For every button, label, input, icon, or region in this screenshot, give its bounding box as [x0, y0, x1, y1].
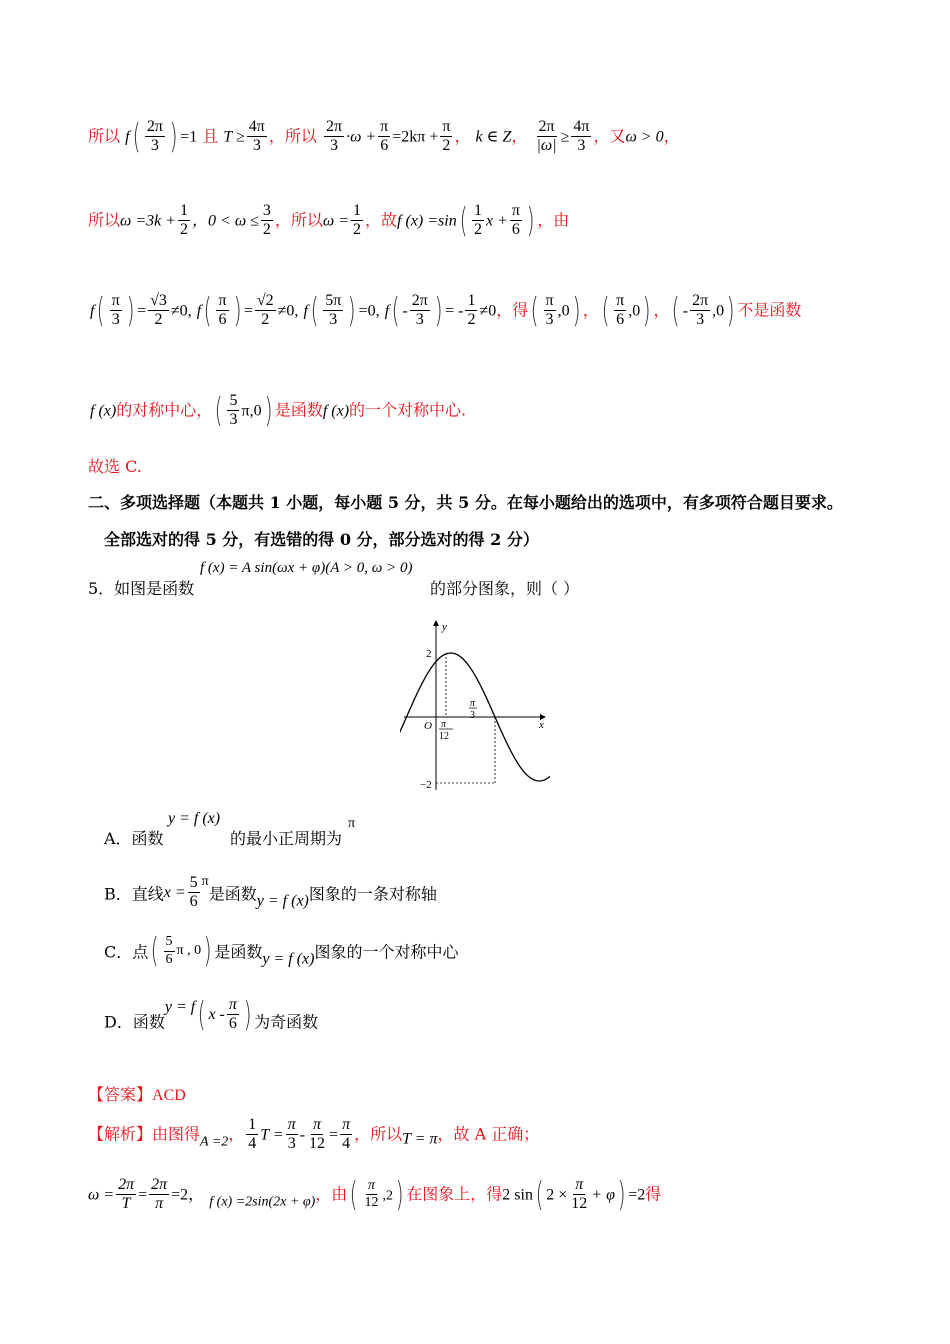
sep: ， — [653, 300, 670, 320]
section-heading-2: 全部选对的得 5 分，有选错的得 0 分，部分选对的得 2 分） — [104, 530, 539, 549]
option-d-xminus: x - — [208, 1005, 225, 1023]
frac-2pi-abs-omega — [535, 118, 559, 156]
option-b-text2: 图象的一条对称轴 — [308, 884, 437, 904]
frac-1-2 — [465, 292, 477, 330]
text-you: ，由 — [537, 210, 570, 230]
analysis-tag: 【解析】 — [88, 1124, 153, 1144]
solution-line-5: 故选 C. — [88, 457, 142, 476]
option-d-formula: y = f — [164, 998, 196, 1016]
frac-pi-12 — [363, 1178, 381, 1211]
frac-den: 3 — [287, 1135, 296, 1153]
frac-den: 12 — [571, 1195, 588, 1213]
paren-right: ) — [726, 290, 735, 331]
y-axis-arrow — [433, 620, 439, 626]
question-5-formula: f (x) = A sin(ωx + φ)(A > 0, ω > 0) — [200, 560, 413, 576]
y-max-label: 2 — [426, 648, 432, 660]
pi-over-12-den: 12 — [439, 731, 449, 742]
omega-range: ，0 < ω ≤ — [192, 212, 259, 230]
minus: - — [682, 302, 689, 320]
minus-half: = - — [445, 302, 464, 320]
frac-num: π — [544, 292, 556, 311]
frac-den: 3 — [252, 137, 261, 155]
frac-den: 3 — [229, 411, 238, 429]
answer-value: ACD — [152, 1087, 186, 1104]
frac-1-4 — [246, 1116, 258, 1154]
t-eq: T = — [260, 1126, 284, 1144]
frac-den: 4 — [248, 1135, 257, 1153]
frac-den: T — [121, 1195, 131, 1213]
f-symbol: f — [90, 302, 95, 320]
paren-left: ( — [530, 290, 539, 331]
frac-num: π — [286, 1116, 298, 1135]
frac-num: π — [573, 1176, 585, 1195]
frac-num: π — [366, 1178, 377, 1195]
frac-den: 6 — [189, 893, 198, 911]
f-symbol: f — [303, 302, 308, 320]
paren-right: ) — [203, 931, 212, 971]
paren-left: ( — [535, 1174, 544, 1215]
frac-2pi-pi — [149, 1176, 169, 1214]
x-axis-label: x — [539, 719, 544, 731]
comma-zero: ,0 — [628, 302, 641, 320]
frac-den: 3 — [577, 137, 586, 155]
omega-eq: ω = — [88, 1186, 115, 1204]
frac-pi-3 — [286, 1116, 298, 1154]
pi-zero: π,0 — [241, 402, 262, 420]
f-def: f (x) =sin — [397, 212, 457, 230]
question-5-prefix: 5．如图是函数 — [88, 579, 195, 598]
option-d-label: D．函数 — [104, 1012, 165, 1032]
frac-num: 2π — [410, 292, 430, 311]
frac-den: 3 — [329, 311, 338, 329]
text-suoyi: 所以 — [88, 126, 121, 146]
comma-zero: ,0 — [712, 302, 725, 320]
text-suoyi: 所以 — [88, 210, 121, 230]
section-heading: 二、多项选择题（本题共 1 小题，每小题 5 分，共 5 分。在每小题给出的选项中，有多项符合题目要求。 — [88, 493, 843, 512]
frac-num: √2 — [255, 292, 276, 311]
frac-den: 6 — [228, 1015, 237, 1033]
fx: f (x) — [90, 402, 117, 420]
paren-right: ) — [395, 1174, 404, 1215]
option-a-label: A．函数 — [104, 829, 164, 848]
frac-num: 5 — [188, 874, 200, 893]
comma: ， — [228, 1124, 245, 1144]
paren-left: ( — [197, 994, 206, 1035]
t-pi: T = π — [402, 1130, 438, 1148]
minus: - — [402, 302, 408, 320]
pi-over-3-num: π — [470, 698, 476, 709]
function-graph — [400, 618, 550, 798]
omega-eq2: ω = — [322, 212, 350, 230]
paren-left: ( — [132, 116, 141, 157]
minus: - — [299, 1126, 306, 1144]
text-is-func: 是函数 — [274, 400, 323, 420]
eq: = — [329, 1126, 339, 1144]
frac-den: 3 — [696, 311, 705, 329]
frac-num: 1 — [465, 292, 477, 311]
frac-pi-2 — [440, 118, 452, 156]
frac-den: π — [155, 1195, 164, 1213]
frac-pi-6 — [227, 996, 239, 1034]
question-5-suffix: 的部分图象，则（ ） — [430, 579, 580, 598]
frac-2pi-3b — [690, 292, 710, 330]
answer-tag: 【答案】 — [88, 1085, 153, 1104]
frac-pi-6b — [614, 292, 626, 330]
option-c-formula: y = f (x) — [262, 950, 315, 968]
frac-1-2 — [178, 202, 190, 240]
frac-5pi-3 — [323, 292, 343, 330]
frac-num: 3 — [261, 202, 273, 221]
frac-den: 6 — [511, 221, 520, 239]
option-b-label: B．直线 — [104, 884, 164, 904]
frac-2pi-3b — [324, 118, 344, 156]
frac-den: 12 — [309, 1135, 326, 1153]
frac-pi-6 — [510, 202, 522, 240]
frac-den: 3 — [111, 311, 120, 329]
option-a-formula: y = f (x) — [168, 810, 221, 827]
option-b-xeq: x = — [163, 883, 186, 901]
paren-right: ) — [642, 290, 651, 331]
a-eq: A =2 — [200, 1134, 229, 1150]
y-min-label: −2 — [420, 779, 432, 791]
frac-pi-3b — [544, 292, 556, 330]
frac-num: 1 — [246, 1116, 258, 1135]
eq-one: =1 — [180, 128, 198, 146]
eq: = — [137, 302, 147, 320]
fx: f (x) — [322, 402, 350, 420]
paren-left: ( — [459, 200, 468, 241]
paren-right: ) — [526, 200, 535, 241]
comma: ， — [511, 126, 528, 146]
frac-den: 3 — [415, 311, 424, 329]
paren-left: ( — [203, 290, 212, 331]
frac-den: 6 — [218, 311, 227, 329]
frac-4pi-3 — [247, 118, 267, 156]
frac-den: 2 — [262, 221, 271, 239]
frac-num: π — [510, 202, 522, 221]
option-b-pi: π — [201, 874, 209, 889]
eq0: =0, — [358, 302, 380, 320]
frac-den: 2 — [442, 137, 451, 155]
frac-num: 1 — [472, 202, 484, 221]
omega-eq: ω =3k + — [120, 212, 177, 230]
eq2: =2， — [171, 1186, 205, 1204]
frac-num: 2π — [149, 1176, 169, 1195]
option-c-pi-zero: π , 0 — [176, 943, 202, 958]
f-symbol: f — [125, 128, 130, 146]
geq: ≥ — [560, 128, 570, 146]
paren-right: ) — [169, 116, 178, 157]
option-d[interactable] — [104, 996, 318, 1034]
frac-den: 2 — [353, 221, 362, 239]
text-not-func: 不是函数 — [737, 300, 802, 320]
paren-left: ( — [391, 290, 400, 331]
frac-den: 12 — [364, 1195, 379, 1211]
T-geq: T ≥ — [223, 128, 245, 146]
frac-num: 5 — [164, 934, 175, 951]
text-sep1: ，所以 — [268, 126, 317, 146]
paren-left: ( — [672, 290, 681, 331]
frac-num: π — [378, 118, 390, 137]
frac-pi-4 — [340, 1116, 352, 1154]
two-sin: 2 sin — [502, 1186, 533, 1204]
frac-1-2b — [351, 202, 363, 240]
pi-over-12-num: π — [441, 719, 447, 730]
frac-den: 6 — [616, 311, 625, 329]
frac-num: π — [340, 1116, 352, 1135]
paren-right: ) — [243, 994, 252, 1035]
frac-den: 2 — [261, 311, 270, 329]
frac-den: 3 — [545, 311, 554, 329]
two-times: 2 × — [546, 1186, 568, 1204]
plus-phi: + φ — [591, 1186, 615, 1204]
frac-den: 2 — [154, 311, 163, 329]
analysis-text1: 由图得 — [152, 1124, 201, 1144]
frac-sqrt3-2 — [148, 292, 169, 330]
frac-num: π — [216, 292, 228, 311]
frac-num: 2π — [690, 292, 710, 311]
analysis-line-2: ω = $\frac{2\pi}{T}$ = $\frac{2\pi}{\pi}$ =2， f (x) =2sin(2x + φ)，由( $\frac{\pi}{12}$ ,2) 在图象上，得2 sin( 2 × $\frac{\pi}{12}$ + φ) =2得 — [88, 1174, 662, 1215]
frac-num: 5π — [323, 292, 343, 311]
frac-pi-3 — [110, 292, 122, 330]
option-c[interactable] — [104, 931, 459, 971]
frac-num: √3 — [148, 292, 169, 311]
option-b[interactable] — [104, 874, 437, 912]
paren-left: ( — [349, 1174, 358, 1215]
sep: ， — [582, 300, 599, 320]
text-center: 的对称中心， — [116, 400, 213, 420]
frac-den: 4 — [342, 1135, 351, 1153]
comma-zero: ,0 — [557, 302, 570, 320]
frac-den: 6 — [380, 137, 389, 155]
frac-pi-6 — [216, 292, 228, 330]
frac-den: |ω| — [536, 137, 557, 155]
solution-line-3 — [90, 292, 801, 330]
option-a-text: 的最小正周期为 — [230, 829, 343, 848]
frac-num: 4π — [247, 118, 267, 137]
frac-2pi-T — [116, 1176, 136, 1214]
point-two: ,2 — [382, 1188, 394, 1204]
option-c-label: C．点 — [104, 942, 149, 962]
frac-num: π — [440, 118, 452, 137]
frac-num: 5 — [227, 392, 239, 411]
text-one-center: 的一个对称中心. — [349, 400, 467, 420]
frac-2pi-3 — [410, 292, 430, 330]
frac-num: π — [311, 1116, 323, 1135]
pi-over-3-den: 3 — [470, 710, 475, 721]
y-axis-label: y — [442, 621, 447, 633]
frac-num: 2π — [116, 1176, 136, 1195]
text-you: ，又 — [593, 126, 626, 146]
comma: ， — [454, 126, 471, 146]
frac-num: π — [110, 292, 122, 311]
neq0-end: ≠0 — [479, 302, 497, 320]
frac-den: 2 — [467, 311, 476, 329]
text-de: ，得 — [496, 300, 529, 320]
frac-num: π — [614, 292, 626, 311]
eq: = — [243, 302, 253, 320]
f-formula: f (x) =2sin(2x + φ) — [209, 1194, 316, 1210]
solution-line-4 — [90, 392, 466, 430]
analysis-text2: ，所以 — [354, 1124, 403, 1144]
frac-pi-6 — [378, 118, 390, 156]
analysis-text4: ，由 — [315, 1184, 348, 1204]
neq0: ≠0, — [170, 302, 192, 320]
frac-5-3 — [227, 392, 239, 430]
analysis-text3: ，故 A 正确； — [437, 1124, 540, 1144]
analysis-line-1 — [88, 1116, 539, 1154]
frac-den: 2 — [473, 221, 482, 239]
frac-num: 2π — [324, 118, 344, 137]
solution-line-2 — [88, 202, 569, 240]
paren-left: ( — [150, 931, 159, 971]
analysis-text6: 得 — [645, 1184, 662, 1204]
paren-left: ( — [97, 290, 106, 331]
k-in-z: k ∈ Z — [475, 128, 512, 146]
option-c-text: 是函数 — [214, 942, 263, 962]
frac-num: π — [227, 996, 239, 1015]
text-suoyi2: ，所以 — [274, 210, 323, 230]
frac-1-2c — [472, 202, 484, 240]
omega-pos: ω > 0 — [625, 128, 664, 146]
paren-right: ) — [264, 390, 273, 431]
frac-den: 3 — [330, 137, 339, 155]
frac-5-6 — [188, 874, 200, 912]
eq-2kpi: =2kπ + — [392, 128, 439, 146]
paren-right: ) — [347, 290, 356, 331]
paren-right: ) — [617, 1174, 626, 1215]
f-symbol: f — [196, 302, 202, 320]
option-b-text: 是函数 — [208, 884, 257, 904]
option-d-text: 为奇函数 — [254, 1012, 319, 1032]
paren-left: ( — [214, 390, 223, 431]
text-gu: ，故 — [365, 210, 398, 230]
omega-term: ·ω + — [346, 128, 377, 146]
option-a-pi: π — [348, 816, 356, 831]
frac-5-6 — [164, 934, 175, 967]
end-comma: ， — [663, 126, 680, 146]
frac-2pi-3 — [145, 118, 165, 156]
paren-right: ) — [434, 290, 443, 331]
option-b-formula: y = f (x) — [256, 892, 309, 910]
frac-num: 4π — [571, 118, 591, 137]
paren-right: ) — [126, 290, 135, 331]
frac-num: 2π — [537, 118, 557, 137]
frac-den: 6 — [165, 951, 173, 967]
frac-den: 2 — [180, 221, 189, 239]
paren-left: ( — [601, 290, 610, 331]
frac-sqrt2-2 — [255, 292, 276, 330]
frac-4pi-3b — [571, 118, 591, 156]
answer-line — [88, 1082, 186, 1105]
paren-left: ( — [310, 290, 319, 331]
f-symbol: f — [384, 302, 390, 320]
text-qie: 且 — [202, 126, 219, 146]
frac-num: 1 — [351, 202, 363, 221]
frac-pi-12 — [307, 1116, 327, 1154]
frac-den: 3 — [150, 137, 159, 155]
solution-line-1 — [88, 118, 680, 156]
paren-right: ) — [572, 290, 581, 331]
neq0: ≠0, — [277, 302, 299, 320]
paren-right: ) — [233, 290, 242, 331]
frac-pi-12b — [569, 1176, 589, 1214]
frac-3-2 — [261, 202, 273, 240]
option-a[interactable] — [104, 826, 164, 849]
analysis-text5: 在图象上，得 — [406, 1184, 503, 1204]
frac-num: 2π — [145, 118, 165, 137]
option-c-text2: 图象的一个对称中心 — [314, 942, 459, 962]
origin-label: O — [424, 720, 432, 732]
eq-two: =2 — [628, 1186, 646, 1204]
frac-num: 1 — [178, 202, 190, 221]
x-plus: x + — [485, 212, 508, 230]
